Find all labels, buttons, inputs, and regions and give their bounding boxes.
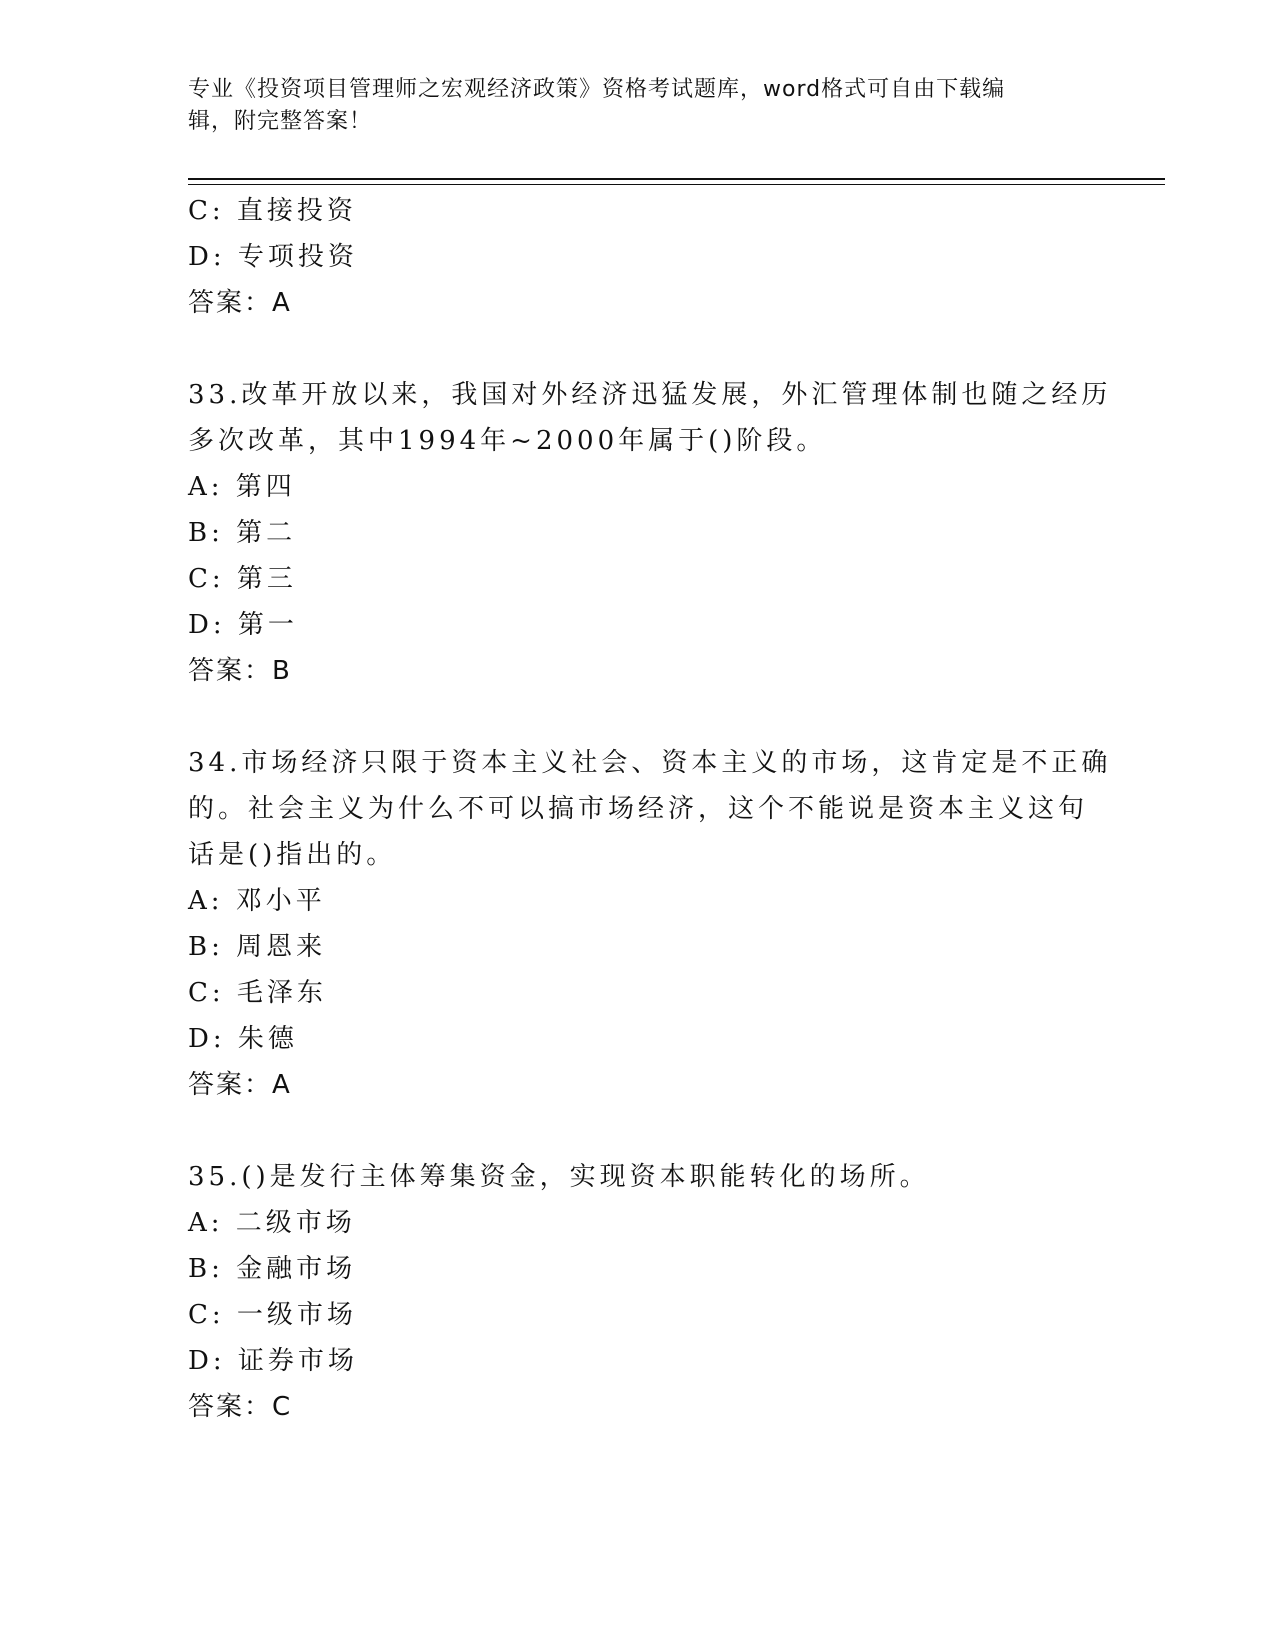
option-a: A: 第四 bbox=[188, 472, 296, 502]
spacer bbox=[188, 1108, 1088, 1154]
question-stem: 33.改革开放以来，我国对外经济迅猛发展，外汇管理体制也随之经历 bbox=[188, 380, 1112, 410]
option-a: A: 邓小平 bbox=[188, 886, 326, 916]
question-stem: 的。社会主义为什么不可以搞市场经济，这个不能说是资本主义这句 bbox=[188, 794, 1089, 824]
option-b: B: 第二 bbox=[188, 518, 297, 548]
question-stem: 34.市场经济只限于资本主义社会、资本主义的市场，这肯定是不正确 bbox=[188, 748, 1112, 778]
option-c: C: 一级市场 bbox=[188, 1300, 357, 1330]
option-b: B: 金融市场 bbox=[188, 1254, 357, 1284]
header-line-1: 专业《投资项目管理师之宏观经济政策》资格考试题库，word格式可自由下载编 bbox=[188, 77, 1006, 102]
question-list bbox=[188, 188, 1112, 1430]
header-line-2: 辑，附完整答案！ bbox=[188, 109, 373, 134]
spacer bbox=[188, 326, 1088, 372]
option-c: C: 直接投资 bbox=[188, 196, 357, 226]
question-32-tail bbox=[188, 188, 1088, 326]
answer: 答案：A bbox=[188, 1070, 292, 1100]
answer: 答案：A bbox=[188, 288, 292, 318]
question-stem: 35.()是发行主体筹集资金，实现资本职能转化的场所。 bbox=[188, 1162, 930, 1192]
header-divider-thick bbox=[188, 178, 1165, 180]
option-d: D: 专项投资 bbox=[188, 242, 358, 272]
answer: 答案：B bbox=[188, 656, 292, 686]
question-34 bbox=[188, 740, 1112, 1108]
question-stem: 话是()指出的。 bbox=[188, 840, 397, 870]
answer: 答案：C bbox=[188, 1392, 293, 1422]
option-d: D: 证券市场 bbox=[188, 1346, 358, 1376]
spacer bbox=[188, 694, 1088, 740]
question-stem: 多次改革，其中1994年~2000年属于()阶段。 bbox=[188, 426, 827, 456]
option-c: C: 第三 bbox=[188, 564, 297, 594]
question-35 bbox=[188, 1154, 1088, 1430]
option-d: D: 第一 bbox=[188, 610, 298, 640]
question-33 bbox=[188, 372, 1112, 694]
option-c: C: 毛泽东 bbox=[188, 978, 327, 1008]
option-b: B: 周恩来 bbox=[188, 932, 327, 962]
header-divider-thin bbox=[188, 184, 1165, 185]
document-header bbox=[188, 74, 1088, 138]
option-a: A: 二级市场 bbox=[188, 1208, 356, 1238]
option-d: D: 朱德 bbox=[188, 1024, 298, 1054]
